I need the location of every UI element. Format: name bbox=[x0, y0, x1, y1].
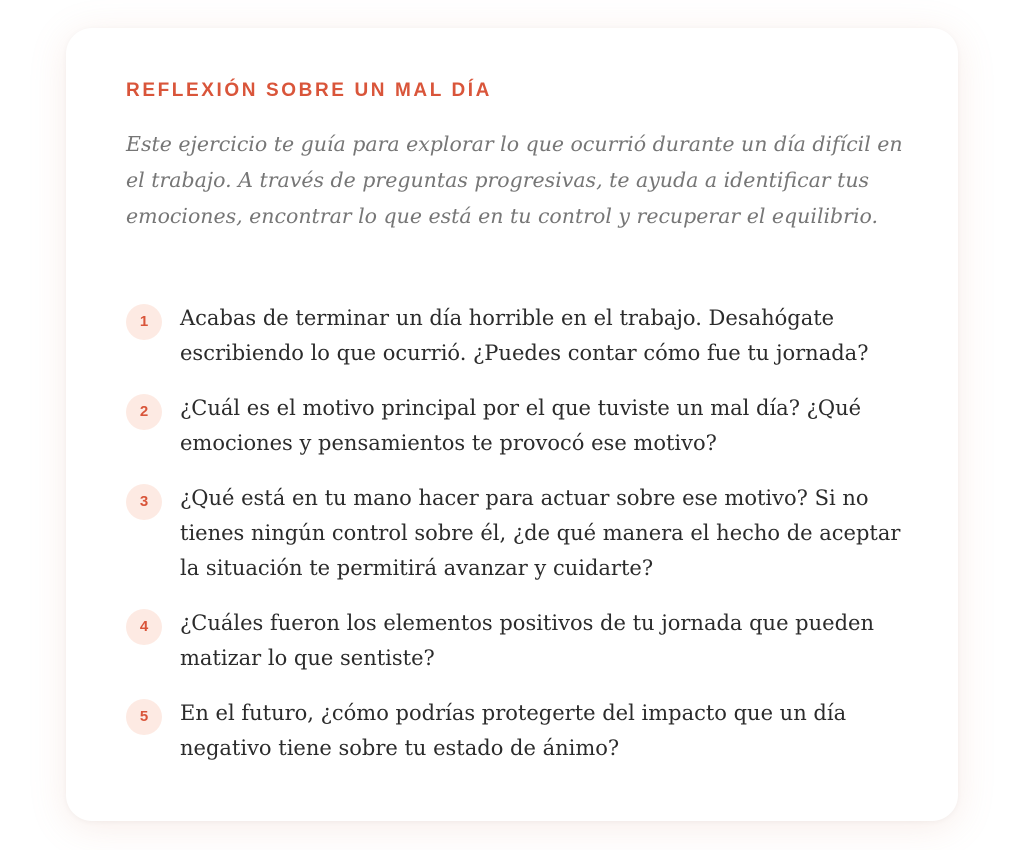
question-list bbox=[126, 301, 906, 786]
question-text: Acabas de terminar un día horrible en el trabajo. Desahógate escribiendo lo que ocurrió. ¿Puedes contar cómo fue tu jornada? bbox=[180, 306, 869, 365]
question-text: ¿Cuáles fueron los elementos positivos de tu jornada que pueden matizar lo que sentiste? bbox=[180, 611, 874, 670]
question-item-5 bbox=[126, 696, 906, 766]
question-number-badge: 5 bbox=[126, 699, 162, 735]
question-item-3 bbox=[126, 481, 906, 586]
exercise-card bbox=[66, 28, 958, 821]
question-number-badge: 1 bbox=[126, 304, 162, 340]
question-item-4 bbox=[126, 606, 906, 676]
question-number-badge: 3 bbox=[126, 484, 162, 520]
question-number-badge: 2 bbox=[126, 394, 162, 430]
question-item-2 bbox=[126, 391, 906, 461]
question-text: ¿Qué está en tu mano hacer para actuar sobre ese motivo? Si no tienes ningún control sobre él, ¿de qué manera el hecho de aceptar la situación te permitirá avanzar y cuidarte? bbox=[180, 486, 901, 580]
question-text: En el futuro, ¿cómo podrías protegerte del impacto que un día negativo tiene sobre tu estado de ánimo? bbox=[180, 701, 847, 760]
question-number-badge: 4 bbox=[126, 609, 162, 645]
card-title: REFLEXIÓN SOBRE UN MAL DÍA bbox=[126, 80, 492, 101]
question-text: ¿Cuál es el motivo principal por el que tuviste un mal día? ¿Qué emociones y pensamientos te provocó ese motivo? bbox=[180, 396, 862, 455]
question-item-1 bbox=[126, 301, 906, 371]
intro-text: Este ejercicio te guía para explorar lo que ocurrió durante un día difícil en el trabajo. A través de preguntas progresivas, te ayuda a identificar tus emociones, encontrar lo que está en tu control y recuperar el equilibrio. bbox=[126, 132, 903, 228]
